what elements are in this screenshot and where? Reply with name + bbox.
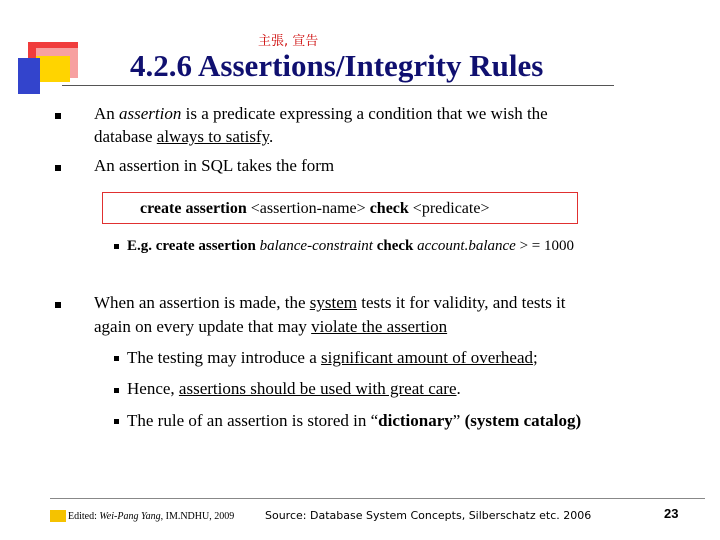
footer-divider (50, 498, 705, 499)
sub-bullet-3: The rule of an assertion is stored in “dictionary” (system catalog) (127, 411, 582, 430)
bullet-3-line-2: again on every update that may violate the assertion (94, 317, 448, 336)
decor-yellow-square (36, 56, 70, 82)
bullet-2: An assertion in SQL takes the form (94, 156, 335, 175)
page-number: 23 (664, 506, 679, 521)
bullet-1-line-1: An assertion is a predicate expressing a condition that we wish the (94, 104, 548, 123)
bullet-3-line-1: When an assertion is made, the system tests it for validity, and tests it (94, 293, 566, 312)
bullet-1-line-2: database always to satisfy. (94, 127, 274, 146)
syntax-line: create assertion <assertion-name> check <predicate> (140, 200, 490, 217)
kanji-note: 主張, 宣告 (258, 34, 319, 49)
bullet-marker (114, 419, 119, 424)
title-divider (62, 85, 614, 86)
footer-edited: Edited: Wei-Pang Yang, IM.NDHU, 2009 (68, 511, 235, 522)
bullet-marker (114, 388, 119, 393)
bullet-marker (55, 113, 61, 119)
sub-bullet-1: The testing may introduce a significant amount of overhead; (127, 348, 538, 367)
footer-source: Source: Database System Concepts, Silberschatz etc. 2006 (265, 509, 592, 522)
footer-yellow-square (50, 510, 66, 522)
bullet-marker (55, 165, 61, 171)
example-line: E.g. create assertion balance-constraint check account.balance > = 1000 (127, 238, 574, 254)
sub-bullet-2: Hence, assertions should be used with great care. (127, 379, 461, 398)
decor-blue-square (18, 58, 40, 94)
bullet-marker (55, 302, 61, 308)
bullet-marker (114, 244, 119, 249)
bullet-marker (114, 356, 119, 361)
slide-title: 4.2.6 Assertions/Integrity Rules (130, 48, 544, 83)
